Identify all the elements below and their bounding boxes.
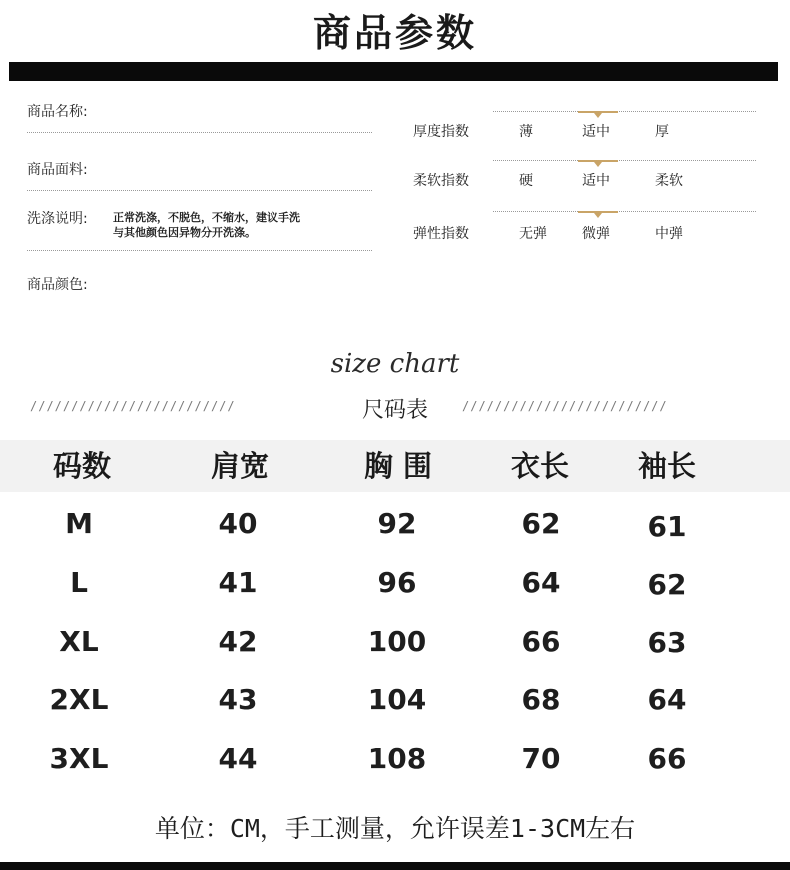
selected-marker-icon [578, 160, 618, 167]
dotted-divider [27, 132, 372, 133]
cell-chest: 104 [367, 683, 427, 716]
elasticity-option: 中弹 [655, 226, 683, 242]
cell-length: 66 [521, 625, 561, 658]
dotted-divider [27, 250, 372, 251]
elasticity-option-selected: 微弹 [582, 226, 610, 242]
softness-option-selected: 适中 [582, 173, 610, 189]
dotted-divider [493, 211, 756, 212]
dotted-divider [493, 160, 756, 161]
column-header-chest: 胸 围 [363, 449, 433, 483]
cell-length: 70 [521, 742, 561, 775]
thickness-option-selected: 适中 [582, 124, 610, 140]
cell-size: M [65, 507, 93, 540]
decorative-slashes-left: ///////////////////////// [30, 399, 236, 413]
product-name-label: 商品名称: [27, 104, 88, 120]
softness-option: 硬 [519, 173, 533, 189]
column-header-shoulder: 肩宽 [210, 449, 269, 483]
cell-sleeve: 66 [647, 742, 687, 775]
cell-length: 68 [521, 683, 561, 716]
softness-option: 柔软 [655, 173, 683, 189]
size-chart-heading-en: size chart [330, 349, 460, 379]
wash-instructions-text [113, 210, 300, 240]
dotted-divider [493, 111, 756, 112]
page-title: 商品参数 [312, 11, 477, 55]
cell-length: 64 [521, 566, 561, 599]
dotted-divider [27, 190, 372, 191]
thickness-index-label: 厚度指数 [413, 124, 469, 140]
cell-shoulder: 43 [218, 683, 258, 716]
cell-chest: 100 [367, 625, 427, 658]
wash-instructions-label: 洗涤说明: [27, 211, 88, 227]
cell-shoulder: 40 [218, 507, 258, 540]
cell-size: 3XL [49, 742, 109, 775]
measurement-note: 单位：CM，手工测量，允许误差1-3CM左右 [154, 814, 636, 843]
column-header-sleeve: 袖长 [637, 449, 696, 483]
selected-marker-icon [578, 111, 618, 118]
cell-chest: 108 [367, 742, 427, 775]
cell-shoulder: 44 [218, 742, 258, 775]
decorative-slashes-right: ///////////////////////// [462, 399, 668, 413]
thickness-option: 薄 [519, 124, 533, 140]
top-divider-bar [9, 62, 778, 81]
wash-line: 正常洗涤，不脱色，不缩水，建议手洗 [113, 211, 300, 224]
cell-size: XL [59, 625, 99, 658]
wash-line: 与其他颜色因异物分开洗涤。 [113, 226, 256, 239]
cell-sleeve: 61 [647, 510, 687, 543]
column-header-size: 码数 [52, 449, 111, 483]
cell-length: 62 [521, 507, 561, 540]
cell-shoulder: 42 [218, 625, 258, 658]
cell-sleeve: 64 [647, 683, 687, 716]
cell-shoulder: 41 [218, 566, 258, 599]
elasticity-index-label: 弹性指数 [413, 226, 469, 242]
softness-index-label: 柔软指数 [413, 173, 469, 189]
cell-sleeve: 62 [647, 568, 687, 601]
cell-size: L [70, 566, 88, 599]
column-header-length: 衣长 [510, 449, 569, 483]
cell-size: 2XL [49, 683, 109, 716]
elasticity-option: 无弹 [519, 226, 547, 242]
size-chart-heading-zh: 尺码表 [361, 398, 428, 423]
cell-sleeve: 63 [647, 626, 687, 659]
cell-chest: 92 [377, 507, 417, 540]
selected-marker-icon [578, 211, 618, 218]
product-color-label: 商品颜色: [27, 277, 88, 293]
product-fabric-label: 商品面料: [27, 162, 88, 178]
bottom-divider-bar [0, 862, 790, 870]
cell-chest: 96 [377, 566, 417, 599]
thickness-option: 厚 [655, 124, 669, 140]
